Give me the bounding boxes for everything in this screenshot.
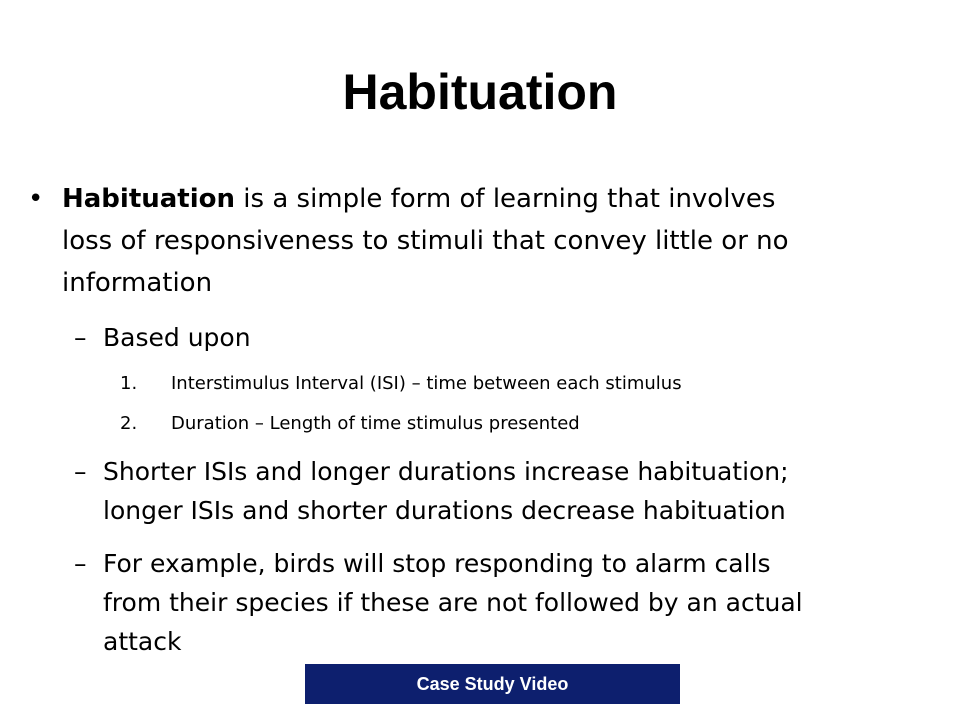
main-bullet-line-1 bbox=[62, 178, 928, 220]
slide-title: Habituation bbox=[342, 64, 618, 120]
sub-bullet-line: Shorter ISIs and longer durations increase habituation; bbox=[103, 457, 789, 486]
key-term: Habituation bbox=[62, 184, 236, 214]
item-text: Duration – Length of time stimulus presented bbox=[171, 413, 580, 434]
sub-bullet-line: longer ISIs and shorter durations decrease habituation bbox=[103, 496, 786, 525]
dash-marker: – bbox=[74, 457, 87, 486]
main-bullet-text bbox=[62, 178, 928, 304]
sub-bullet-text bbox=[103, 544, 933, 661]
dash-marker: – bbox=[74, 549, 87, 578]
item-number: 2. bbox=[120, 413, 138, 434]
main-bullet-line-2: loss of responsiveness to stimuli that convey little or no bbox=[62, 226, 789, 256]
item-number: 1. bbox=[120, 373, 138, 394]
main-bullet-line-3: information bbox=[62, 268, 213, 298]
sub-bullet-text bbox=[103, 452, 933, 530]
sub-bullet-text bbox=[103, 318, 933, 357]
bullet-marker: • bbox=[28, 184, 44, 214]
dash-marker: – bbox=[74, 323, 87, 352]
main-bullet-line-1-rest: is a simple form of learning that involves bbox=[235, 184, 776, 214]
sub-bullet-line: For example, birds will stop responding to alarm calls bbox=[103, 549, 771, 578]
item-text: Interstimulus Interval (ISI) – time between each stimulus bbox=[171, 373, 682, 394]
case-study-video-button[interactable]: Case Study Video bbox=[305, 664, 680, 704]
sub-bullet-line: Based upon bbox=[103, 323, 251, 352]
sub-bullet-line: attack bbox=[103, 627, 182, 656]
sub-bullet-line: from their species if these are not followed by an actual bbox=[103, 588, 803, 617]
